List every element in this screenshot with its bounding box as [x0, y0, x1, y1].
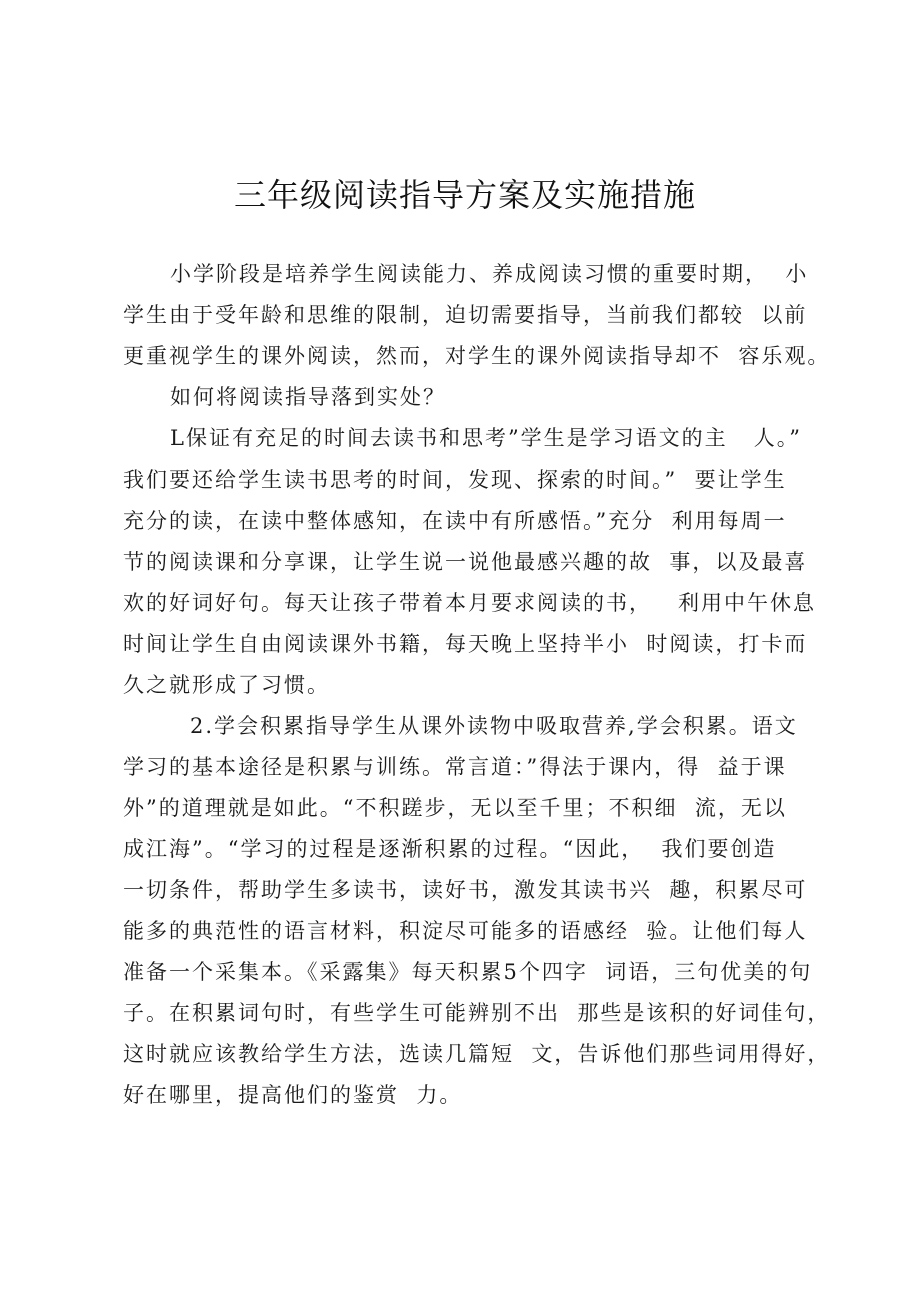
paragraph-line: 如何将阅读指导落到实处？ [170, 385, 446, 409]
paragraph-line: 子。在积累词句时，有些学生可能辨别不出 那些是该积的好词佳句， [123, 1001, 831, 1025]
paragraph-line: 久之就形成了习惯。 [123, 673, 330, 697]
paragraph-line: 外”的道理就是如此。“不积蹉步，无以至千里；不积细 流，无以 [123, 796, 787, 820]
paragraph-line: 一切条件，帮助学生多读书，读好书，激发其读书兴 趣，积累尽可 [123, 878, 808, 902]
paragraph-line: 更重视学生的课外阅读，然而，对学生的课外阅读指导却不 容乐观。 [123, 344, 831, 368]
paragraph-line: 好在哪里，提高他们的鉴赏 力。 [123, 1083, 463, 1107]
paragraph-line: 我们要还给学生读书思考的时间，发现、探索的时间。” 要让学生 [123, 468, 787, 492]
paragraph-line: 节的阅读课和分享课，让学生说一说他最感兴趣的故 事，以及最喜 [123, 550, 808, 574]
paragraph-line: 2.学会积累指导学生从课外读物中吸取营养,学会积累。语文 [190, 714, 798, 738]
paragraph-line: 时间让学生自由阅读课外书籍，每天晚上坚持半小 时阅读，打卡而 [123, 632, 808, 656]
paragraph-line: 能多的典范性的语言材料，积淀尽可能多的语感经 验。让他们每人 [123, 919, 808, 943]
document-title: 三年级阅读指导方案及实施措施 [233, 176, 696, 214]
paragraph-line: 这时就应该教给学生方法，选读几篇短 文，告诉他们那些词用得好， [123, 1042, 831, 1066]
paragraph-line: L保证有充足的时间去读书和思考”学生是学习语文的主 人。” [170, 426, 802, 450]
paragraph-line: 学生由于受年龄和思维的限制，迫切需要指导，当前我们都较 以前 [123, 303, 808, 327]
paragraph-line: 小学阶段是培养学生阅读能力、养成阅读习惯的重要时期， 小 [170, 262, 809, 286]
paragraph-line: 准备一个采集本。《采露集》每天积累5个四字 词语，三句优美的句 [123, 960, 813, 984]
paragraph-line: 充分的读，在读中整体感知，在读中有所感悟。”充分 利用每周一 [123, 509, 787, 533]
paragraph-line: 成江海”。“学习的过程是逐渐积累的过程。“因此， 我们要创造 [123, 837, 777, 861]
paragraph-line: 欢的好词好句。每天让孩子带着本月要求阅读的书， 利用中午休息 [123, 591, 817, 615]
paragraph-line: 学习的基本途径是积累与训练。常言道：”得法于课内，得 益于课 [123, 755, 787, 779]
